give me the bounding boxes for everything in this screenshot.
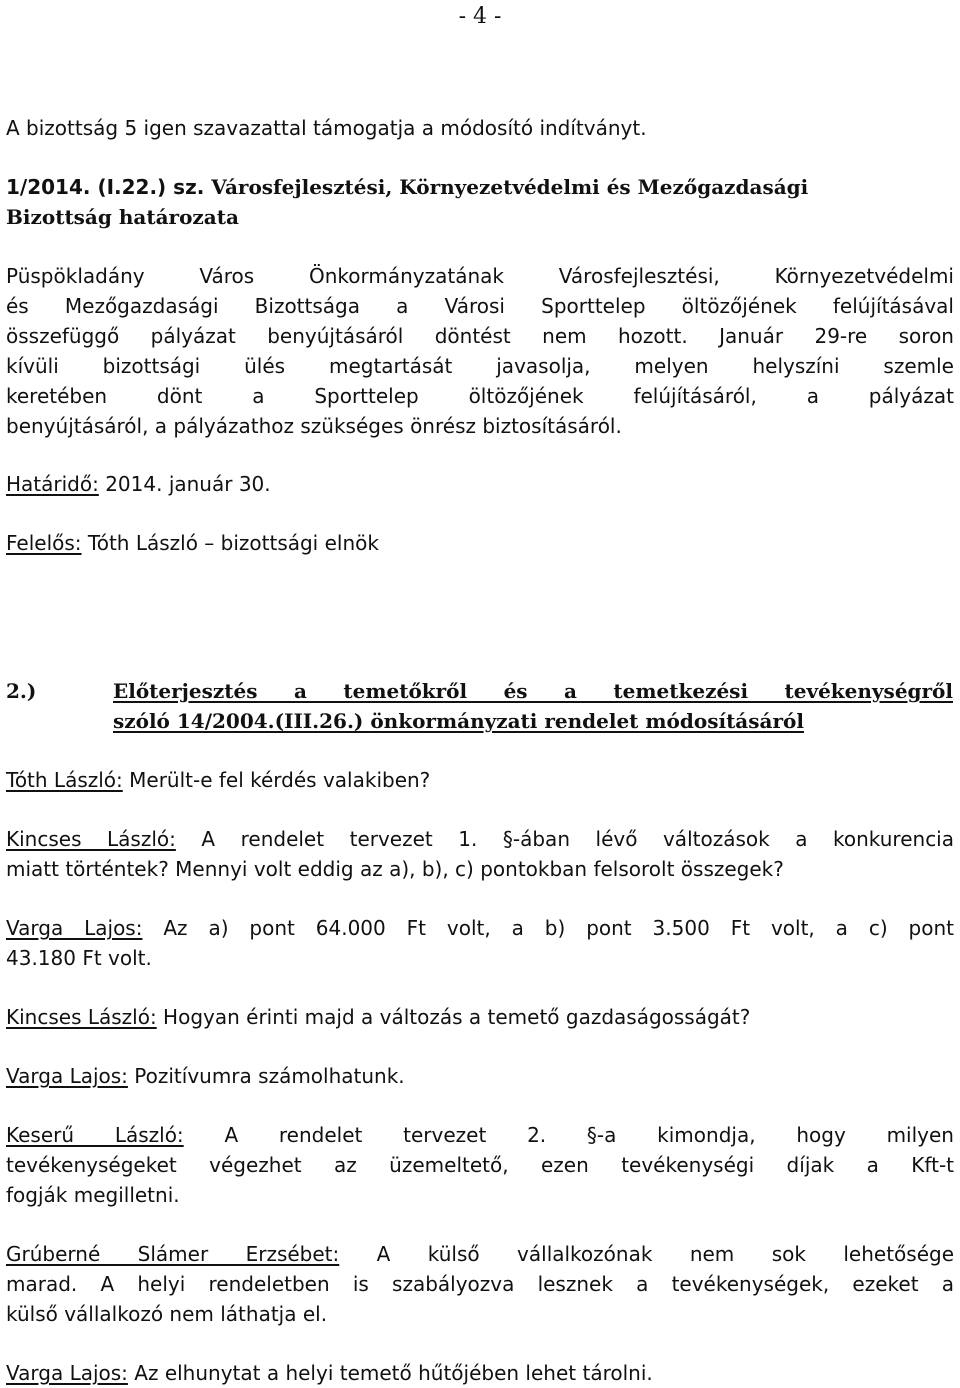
dialogue-entry <box>6 1121 954 1150</box>
dialogue-entry <box>6 1062 954 1091</box>
dialogue-entry <box>6 1240 954 1269</box>
resolution-title-line2: Bizottság határozata <box>6 205 239 229</box>
dialogue-entry <box>6 766 954 795</box>
speech-text: Az elhunytat a helyi temető hűtőjében lehet tárolni. <box>127 1361 653 1385</box>
speech-text: tevékenységeket végezhet az üzemeltető, ezen tevékenységi díjak a Kft-t <box>6 1153 954 1177</box>
speech-text: miatt történtek? Mennyi volt eddig az a), b), c) pontokban felsorolt összegek? <box>6 857 784 881</box>
speaker-name: Grúberné Slámer Erzsébet: <box>6 1242 340 1266</box>
speech-text: A rendelet tervezet 1. §-ában lévő változások a konkurencia <box>175 827 954 851</box>
responsible-label: Felelős: <box>6 531 82 555</box>
resolution-body-line: és Mezőgazdasági Bizottsága a Városi Sporttelep öltözőjének felújításával <box>6 294 954 318</box>
speaker-name: Varga Lajos: <box>6 916 143 940</box>
speech-text: külső vállalkozó nem láthatja el. <box>6 1302 328 1326</box>
page-number: - 4 - <box>458 4 502 29</box>
speaker-name: Keserű László: <box>6 1123 184 1147</box>
section2-heading-line1 <box>6 677 954 706</box>
speaker-name: Varga Lajos: <box>6 1064 128 1088</box>
resolution-body-line: benyújtásáról, a pályázathoz szükséges önrész biztosításáról. <box>6 414 622 438</box>
speaker-name: Kincses László: <box>6 827 176 851</box>
section2-number: 2.) <box>6 679 37 703</box>
dialogue-entry <box>6 914 954 943</box>
speech-text: Pozitívumra számolhatunk. <box>127 1064 405 1088</box>
speech-text: marad. A helyi rendeletben is szabályozva lesznek a tevékenységek, ezeket a <box>6 1272 954 1296</box>
speech-text: A rendelet tervezet 2. §-a kimondja, hogy milyen <box>183 1123 954 1147</box>
vote-result-text: A bizottság 5 igen szavazattal támogatja a módosító indítványt. <box>6 116 647 140</box>
resolution-title-line1 <box>6 173 954 202</box>
responsible-line <box>6 529 954 558</box>
resolution-number: 1/2014. (I.22.) sz. <box>6 175 212 199</box>
speech-text: Hogyan érinti majd a változás a temető gazdaságosságát? <box>156 1005 751 1029</box>
section2-heading-line2 <box>113 707 954 736</box>
deadline-label: Határidő: <box>6 472 99 496</box>
speaker-name: Tóth László: <box>6 768 123 792</box>
resolution-body-line: Püspökladány Város Önkormányzatának Városfejlesztési, Környezetvédelmi <box>6 264 954 288</box>
speech-text: Az a) pont 64.000 Ft volt, a b) pont 3.500 Ft volt, a c) pont <box>142 916 954 940</box>
speaker-name: Kincses László: <box>6 1005 157 1029</box>
resolution-committee-name: Városfejlesztési, Környezetvédelmi és Mezőgazdasági <box>211 175 809 199</box>
section2-title-line1: Előterjesztés a temetőkről és a temetkezési tevékenységről <box>113 679 953 703</box>
speaker-name: Varga Lajos: <box>6 1361 128 1385</box>
resolution-body-line: kívüli bizottsági ülés megtartását javasolja, melyen helyszíni szemle <box>6 354 954 378</box>
resolution-body-line: keretében dönt a Sporttelep öltözőjének felújításáról, a pályázat <box>6 384 954 408</box>
speech-text: fogják megilletni. <box>6 1183 180 1207</box>
deadline-line <box>6 470 954 499</box>
deadline-value: 2014. január 30. <box>98 472 271 496</box>
speech-text: Merült-e fel kérdés valakiben? <box>122 768 431 792</box>
speech-text: A külső vállalkozónak nem sok lehetősége <box>339 1242 954 1266</box>
section2-title-line2: szóló 14/2004.(III.26.) önkormányzati rendelet módosításáról <box>113 709 804 733</box>
responsible-value: Tóth László – bizottsági elnök <box>81 531 379 555</box>
dialogue-entry <box>6 1359 954 1388</box>
dialogue-entry <box>6 1003 954 1032</box>
resolution-body-line: összefüggő pályázat benyújtásáról döntést nem hozott. Január 29-re soron <box>6 324 954 348</box>
speech-text: 43.180 Ft volt. <box>6 946 152 970</box>
dialogue-entry <box>6 825 954 854</box>
